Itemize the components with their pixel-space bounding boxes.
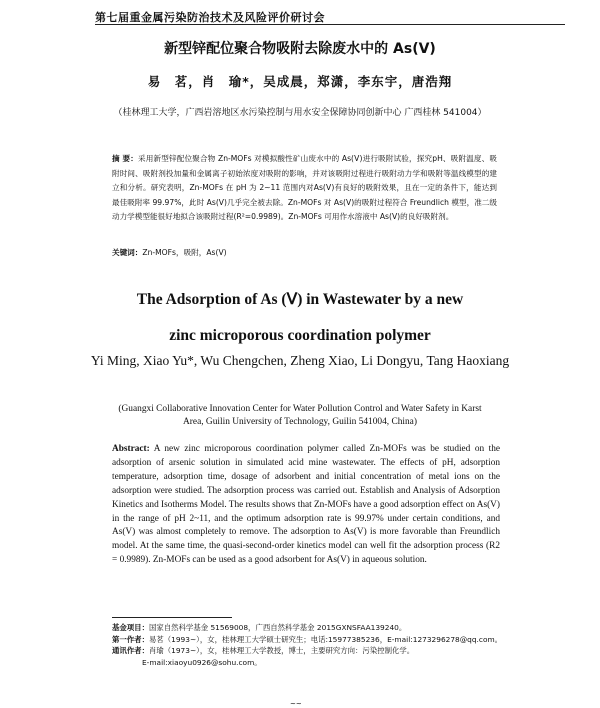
english-title [70, 282, 530, 354]
page-number: ~~ [290, 700, 302, 708]
chinese-abstract-text: 采用新型锌配位聚合物 Zn-MOFs 对模拟酸性矿山废水中的 As(Ⅴ)进行吸附试验，探究pH、吸附温度、吸附时间、吸附剂投加量和金属离子初始浓度对吸附的影响，并对该吸附过程进行吸附动力学和吸附等温线模型的建立和分析。研究表明，Zn-MOFs 在 pH 为 2~11 范围内对As(Ⅴ)有良好的吸附效果，且在一定的条件下，能达到最佳吸附率 99.97%，此时 As(Ⅴ)几乎完全被去除。Zn-MOFs 对 As(Ⅴ)的吸附过程符合 Freundlich 模型，准二级动力学模型能很好地拟合该吸附过程(R²=0.9989)。Zn-MOFs 可用作水溶液中 As(Ⅴ)的良好吸附剂。 [112, 154, 497, 222]
header-rule [95, 24, 565, 25]
chinese-keywords-label: 关键词： [112, 248, 143, 257]
footnote-corresponding-label: 通讯作者： [112, 646, 149, 655]
english-abstract-text: A new zinc microporous coordination polymer called Zn-MOFs was be studied on the adsorption of arsenic solution in simulated acid mine wastewater. The effects of pH, adsorption temperature, adsorption time, dosage of adsorbent and initial concentration of metal ions on the adsorption were studied. The adsorption process was carried out. Establish and Analysis of Adsorption Kinetics and Isotherms Model. The results shows that Zn-MOFs have a good adsorption effect on As(V) in the range of pH 2~11, and the optimum adsorption rate is 99.97% under certain conditions, and As(V) was almost completely to remove. The adsorption to As(V) is more favorable than Freundlich model. At the same time, the quasi-second-order kinetics model can well fit the adsorption process (R2 = 0.9989). Zn-MOFs can be used as a good adsorbent for As(V) in aqueous solution. [112, 444, 500, 566]
footnote-rule [112, 617, 232, 618]
running-header: 第七届重金属污染防治技术及风险评价研讨会 [95, 11, 325, 24]
footnote-corresponding-text: 肖瑜（1973~），女，桂林理工大学教授，博士，主要研究方向：污染控制化学。 [148, 646, 415, 655]
english-abstract-label: Abstract: [112, 444, 150, 454]
footnote-first-author [112, 634, 512, 646]
english-title-line2: zinc microporous coordination polymer [169, 327, 431, 344]
chinese-authors: 易 茗，肖 瑜*，吴成晨，郑潇，李东宇，唐浩翔 [147, 74, 453, 89]
footnote-fund [112, 622, 512, 634]
english-authors: Yi Ming, Xiao Yu*, Wu Chengchen, Zheng Xiao, Li Dongyu, Tang Haoxiang [90, 353, 510, 368]
english-abstract [112, 443, 500, 568]
english-affiliation: (Guangxi Collaborative Innovation Center for Water Pollution Control and Water Safety in Karst Area, Guilin University of Technology, Guilin 541004, China) [118, 404, 482, 427]
chinese-abstract [112, 152, 497, 225]
english-title-line1: The Adsorption of As (Ⅴ) in Wastewater by a new [136, 291, 464, 308]
footnote-first-author-text: 易茗（1993~），女，桂林理工大学硕士研究生；电话:15977385236，E-mail:1273296278@qq.com。 [148, 634, 503, 644]
chinese-affiliation: （桂林理工大学，广西岩溶地区水污染控制与用水安全保障协同创新中心 广西桂林 541004） [113, 108, 487, 118]
footnotes [112, 622, 512, 668]
chinese-title: 新型锌配位聚合物吸附去除废水中的 As(Ⅴ) [164, 41, 436, 57]
footnote-corresponding-email[interactable]: E-mail:xiaoyu0926@sohu.com。 [142, 657, 262, 667]
chinese-keywords [112, 247, 497, 258]
footnote-fund-label: 基金项目： [112, 623, 149, 632]
footnote-first-author-label: 第一作者： [112, 634, 149, 644]
chinese-abstract-label: 摘 要： [112, 154, 139, 163]
chinese-keywords-text: Zn-MOFs，吸附，As(Ⅴ) [142, 248, 227, 257]
footnote-fund-text: 国家自然科学基金 51569008，广西自然科学基金 2015GXNSFAA139240。 [148, 623, 407, 632]
footnote-corresponding [112, 645, 512, 657]
